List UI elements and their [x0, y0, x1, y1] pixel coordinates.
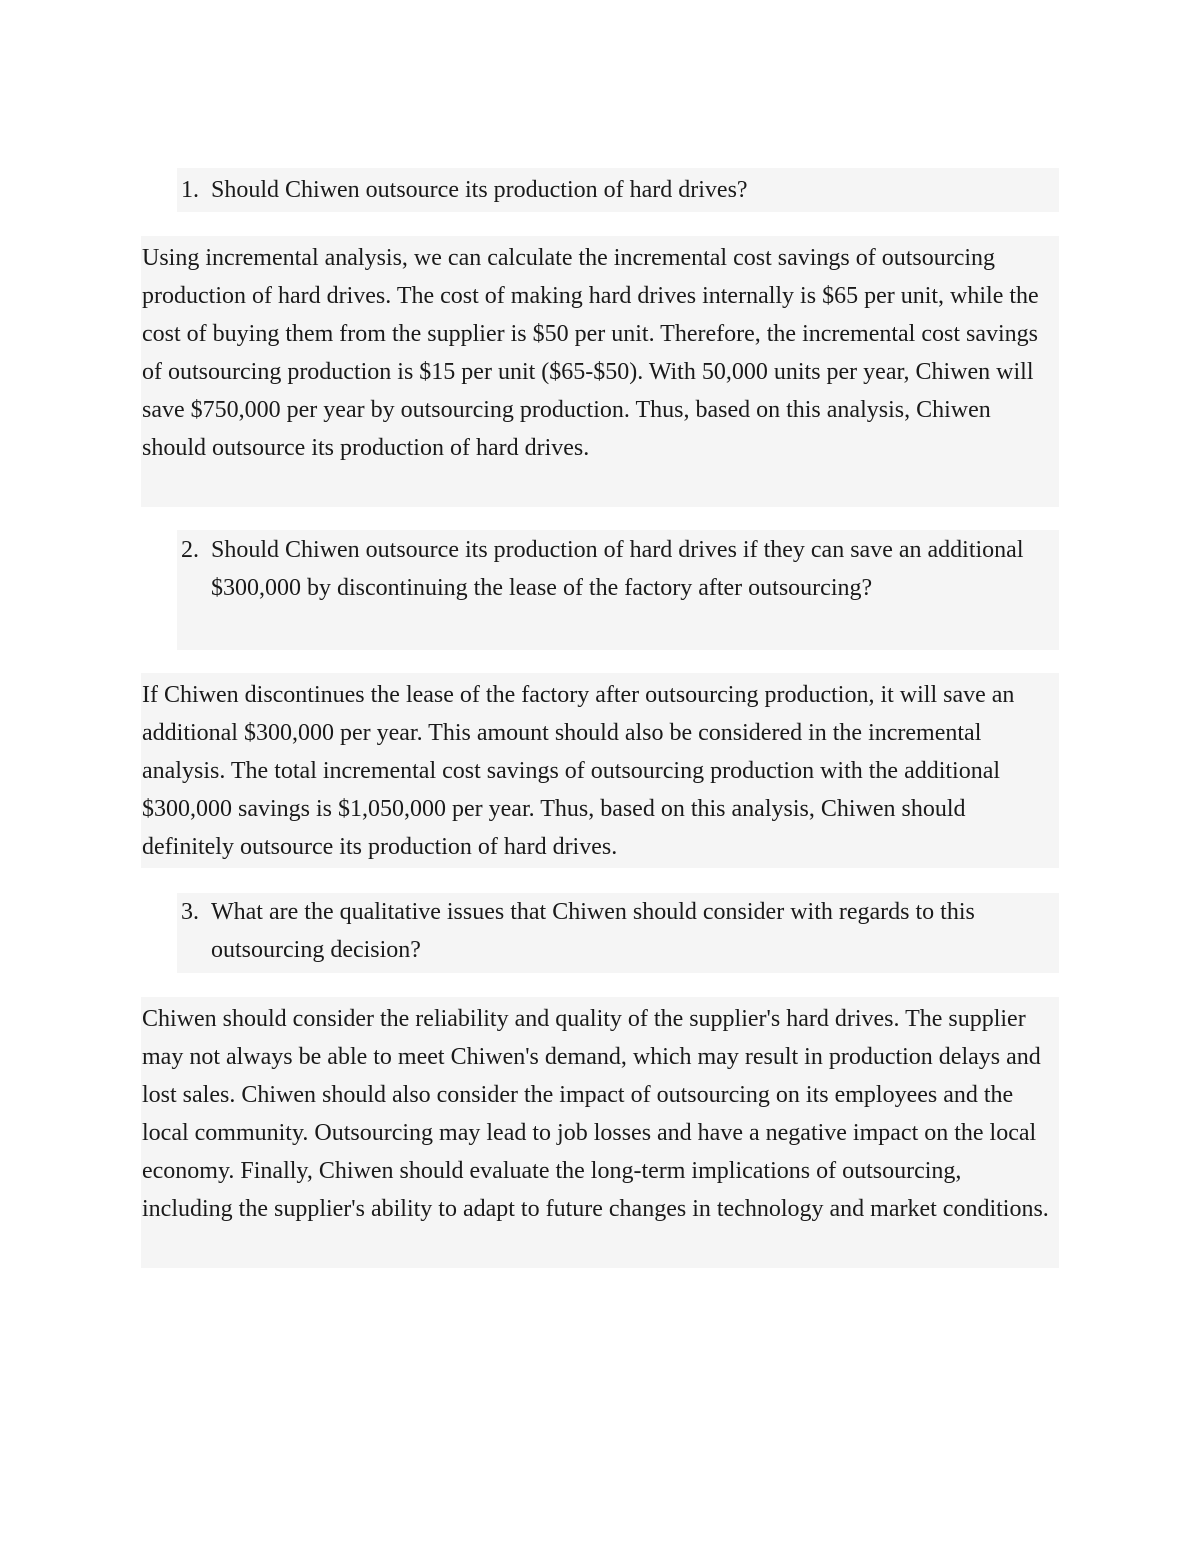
question-3-number: 3. [181, 899, 199, 925]
answer-2: If Chiwen discontinues the lease of the factory after outsourcing production, it will save an additional $300,000 per year. This amount should also be considered in the incremental analysis. The total incremental cost savings of outsourcing production with the additional $300,000 savings is $1,050,000 per year. Thus, based on this analysis, Chiwen should definitely outsource its production of hard drives. [141, 673, 1059, 868]
question-1 [177, 168, 1059, 212]
question-2 [177, 530, 1059, 650]
question-3-text: What are the qualitative issues that Chiwen should consider with regards to this outsourcing decision? [211, 899, 975, 963]
question-1-text: Should Chiwen outsource its production of hard drives? [211, 177, 748, 203]
question-2-number: 2. [181, 537, 199, 563]
question-1-number: 1. [181, 177, 199, 203]
answer-1: Using incremental analysis, we can calculate the incremental cost savings of outsourcing production of hard drives. The cost of making hard drives internally is $65 per unit, while the cost of buying them from the supplier is $50 per unit. Therefore, the incremental cost savings of outsourcing production is $15 per unit ($65-$50). With 50,000 units per year, Chiwen will save $750,000 per year by outsourcing production. Thus, based on this analysis, Chiwen should outsource its production of hard drives. [141, 236, 1059, 507]
question-2-text: Should Chiwen outsource its production of hard drives if they can save an additional $300,000 by discontinuing the lease of the factory after outsourcing? [211, 537, 1024, 601]
question-3 [177, 893, 1059, 973]
answer-3: Chiwen should consider the reliability and quality of the supplier's hard drives. The supplier may not always be able to meet Chiwen's demand, which may result in production delays and lost sales. Chiwen should also consider the impact of outsourcing on its employees and the local community. Outsourcing may lead to job losses and have a negative impact on the local economy. Finally, Chiwen should evaluate the long-term implications of outsourcing, including the supplier's ability to adapt to future changes in technology and market conditions. [141, 997, 1059, 1268]
